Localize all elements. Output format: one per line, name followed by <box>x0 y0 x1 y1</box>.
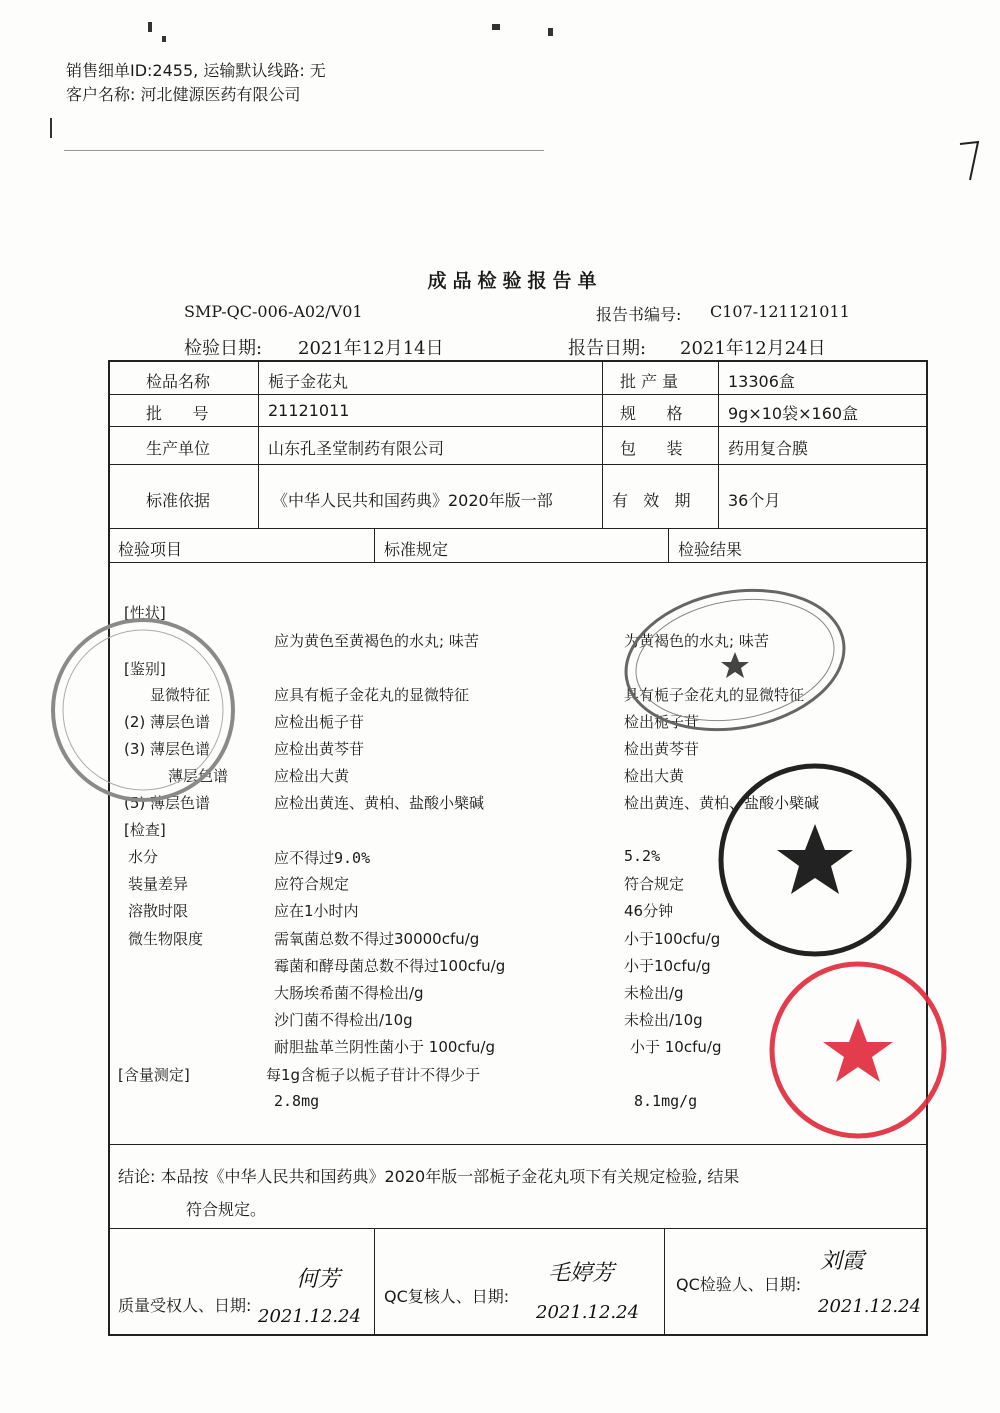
qa-signer-label: 质量受权人、日期: <box>118 1296 252 1315</box>
qc-tester-label: QC检验人、日期: <box>676 1275 802 1294</box>
order-line: 销售细单ID:2455, 运输默认线路: 无 <box>66 61 326 80</box>
grid-line <box>108 1228 928 1229</box>
margin-mark-icon <box>958 138 982 184</box>
grid-line <box>108 528 928 529</box>
qc-review-date: 2021.12.24 <box>536 1302 640 1323</box>
package: 药用复合膜 <box>728 439 809 458</box>
c4-result: 小于100cfu/g <box>624 930 721 948</box>
grid-line <box>108 1144 928 1145</box>
grid-line <box>718 360 719 528</box>
id4-item: 薄层色谱 <box>168 767 229 785</box>
c8-result: 小于 10cfu/g <box>630 1038 722 1056</box>
col-standard-header: 标准规定 <box>384 540 449 559</box>
scan-mark <box>50 118 52 138</box>
scan-mark <box>548 28 553 36</box>
test-date: 2021年12月14日 <box>298 338 444 359</box>
batch-no-label: 批 号 <box>146 404 209 423</box>
section-traits: [性状] <box>124 604 166 622</box>
scan-mark <box>148 22 152 32</box>
qc-reviewer-signature: 毛婷芳 <box>548 1261 615 1286</box>
batch-qty: 13306盒 <box>728 372 795 391</box>
id5-standard: 应检出黄连、黄柏、盐酸小檗碱 <box>274 794 485 812</box>
test-date-label: 检验日期: <box>184 338 263 359</box>
id3-standard: 应检出黄芩苷 <box>274 740 365 758</box>
trait-result: 为黄褐色的水丸; 味苦 <box>624 632 769 650</box>
validity: 36个月 <box>728 491 781 510</box>
package-label: 包 装 <box>620 439 683 458</box>
qc-tester-signature: 刘霞 <box>820 1249 865 1274</box>
standard-basis: 《中华人民共和国药典》2020年版一部 <box>272 491 553 510</box>
grid-line <box>374 528 375 562</box>
c3-result: 46分钟 <box>624 902 674 920</box>
id1-item: 显微特征 <box>150 686 211 704</box>
c1-standard: 应不得过9.0% <box>274 849 371 867</box>
spec: 9g×10袋×160盒 <box>728 404 859 423</box>
c3-item: 溶散时限 <box>128 902 189 920</box>
col-item-header: 检验项目 <box>118 540 183 559</box>
id2-result: 检出栀子苷 <box>624 713 700 731</box>
col-result-header: 检验结果 <box>678 540 743 559</box>
grid-line <box>664 1228 665 1336</box>
id3-item: (3) 薄层色谱 <box>124 740 211 758</box>
id5-item: (5) 薄层色谱 <box>124 794 211 812</box>
grid-line <box>108 394 928 395</box>
qc-test-date: 2021.12.24 <box>818 1296 922 1317</box>
maker-seal-stamp <box>620 588 850 733</box>
spec-label: 规 格 <box>620 404 683 423</box>
c6-result: 未检出/g <box>624 984 684 1002</box>
c7-standard: 沙门菌不得检出/10g <box>274 1011 413 1029</box>
report-no: C107-121121011 <box>710 302 850 321</box>
c2-standard: 应符合规定 <box>274 875 350 893</box>
id2-item: (2) 薄层色谱 <box>124 713 211 731</box>
lz-seal-stamp <box>768 960 948 1140</box>
assay-standard: 每1g含栀子以栀子苷计不得少于 <box>266 1066 481 1084</box>
product-name-label: 检品名称 <box>146 372 211 391</box>
section-check: [检查] <box>124 821 166 839</box>
c2-item: 装量差异 <box>128 875 189 893</box>
qa-sign-date: 2021.12.24 <box>258 1306 362 1327</box>
c4-standard: 需氧菌总数不得过30000cfu/g <box>274 930 480 948</box>
c4-item: 微生物限度 <box>128 930 204 948</box>
conclusion-line2: 符合规定。 <box>186 1200 267 1219</box>
id4-result: 检出大黄 <box>624 767 685 785</box>
section-assay: [含量测定] <box>118 1066 190 1084</box>
report-date-label: 报告日期: <box>568 338 647 359</box>
c1-item: 水分 <box>128 848 159 866</box>
c1-result: 5.2% <box>624 847 661 865</box>
report-date: 2021年12月24日 <box>680 338 826 359</box>
grid-line <box>258 360 259 528</box>
validity-label: 有 效 期 <box>612 491 691 510</box>
id1-standard: 应具有栀子金花丸的显微特征 <box>274 686 470 704</box>
grid-line <box>374 1228 375 1336</box>
hb-seal-stamp <box>715 760 915 960</box>
customer-line: 客户名称: 河北健源医药有限公司 <box>66 85 301 104</box>
trait-standard: 应为黄色至黄褐色的水丸; 味苦 <box>274 632 479 650</box>
gz-seal-stamp <box>48 612 238 807</box>
c5-standard: 霉菌和酵母菌总数不得过100cfu/g <box>274 957 506 975</box>
id2-standard: 应检出栀子苷 <box>274 713 365 731</box>
c3-standard: 应在1小时内 <box>274 902 359 920</box>
scan-line <box>64 150 544 151</box>
grid-line <box>108 562 928 563</box>
report-title: 成品检验报告单 <box>427 270 603 292</box>
product-name: 栀子金花丸 <box>268 372 349 391</box>
standard-basis-label: 标准依据 <box>146 491 211 510</box>
maker-label: 生产单位 <box>146 439 211 458</box>
c6-standard: 大肠埃希菌不得检出/g <box>274 984 424 1002</box>
scan-mark <box>492 24 500 30</box>
conclusion-line1: 结论: 本品按《中华人民共和国药典》2020年版一部栀子金花丸项下有关规定检验, 结果 <box>118 1167 740 1186</box>
maker: 山东孔圣堂制药有限公司 <box>268 439 445 458</box>
c7-result: 未检出/10g <box>624 1011 703 1029</box>
assay-standard-value: 2.8mg <box>274 1092 320 1110</box>
doc-code: SMP-QC-006-A02/V01 <box>184 302 363 321</box>
c8-standard: 耐胆盐革兰阴性菌小于 100cfu/g <box>274 1038 496 1056</box>
grid-line <box>602 360 603 528</box>
c5-result: 小于10cfu/g <box>624 957 711 975</box>
c2-result: 符合规定 <box>624 875 685 893</box>
assay-result: 8.1mg/g <box>634 1092 698 1110</box>
id3-result: 检出黄芩苷 <box>624 740 700 758</box>
scan-mark <box>162 36 166 42</box>
batch-qty-label: 批 产 量 <box>620 372 679 391</box>
id1-result: 具有栀子金花丸的显微特征 <box>624 686 805 704</box>
grid-line <box>668 528 669 562</box>
section-identification: [鉴别] <box>124 660 166 678</box>
report-no-label: 报告书编号: <box>596 305 682 324</box>
qa-signature: 何芳 <box>296 1267 341 1292</box>
qc-reviewer-label: QC复核人、日期: <box>384 1287 510 1306</box>
batch-no: 21121011 <box>268 401 350 420</box>
grid-line <box>108 426 928 427</box>
id5-result: 检出黄连、黄柏、盐酸小檗碱 <box>624 794 820 812</box>
grid-line <box>108 464 928 465</box>
id4-standard: 应检出大黄 <box>274 767 350 785</box>
